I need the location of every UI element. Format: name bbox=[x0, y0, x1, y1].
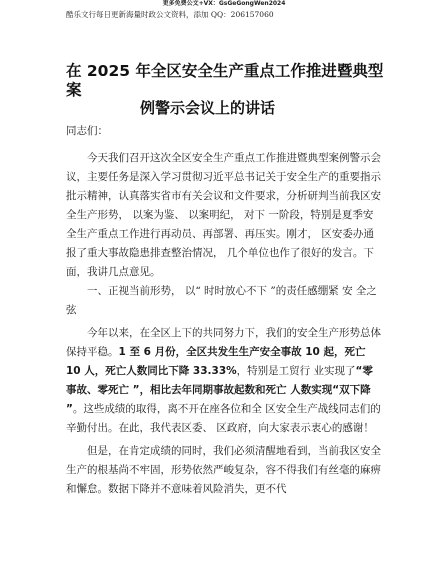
situation-stats: 1 至 6 月份，全区共发生生产安全事故 10 起，死亡 10 人，死亡人数同比下降 33.33% bbox=[66, 346, 366, 377]
paragraph-intro: 今天我们召开这次全区安全生产重点工作推进暨典型案例警示会议，主要任务是深入学习贯彻习近平总书记关于安全生产的重要指示批示精神，认真落实省市有关会议和文件要求，分析研判当前我区安全生产形势， 以案为鉴、 以案明纪， 对下 一阶段，特别是夏季安全生产重点工作进行再动员、再部署、再压实。刚才， 区安委办通报了重大事故隐患排查整治情况， 几个单位也作了很好的发言。下面，我讲几点意见。 bbox=[66, 152, 381, 278]
document-title bbox=[66, 62, 386, 100]
salutation: 同志们： bbox=[66, 125, 108, 137]
situation-text-3: 。这些成绩的取得，离不开在座各位和全 区安全生产战线同志们的辛勤付出。在此，我代表区委、 区政府，向大家表示衷心的感谢！ bbox=[66, 403, 381, 434]
situation-text-2: ，特别是工贸行 业实现了 bbox=[236, 365, 356, 377]
situation-text-1: 今年以来，在全区上下的共同努力下，我们的安全生产形势总体保持平稳。 bbox=[66, 327, 381, 358]
paragraph-situation bbox=[66, 324, 382, 438]
situation-double-decline: ，相比去年同期事故起数和死亡 人数实现“双下降 ” bbox=[66, 384, 371, 415]
promo-line: 酷乐文行每日更新海量时政公文资料，添加 QQ：206157060 bbox=[66, 10, 274, 19]
situation-zero-accidents: “零事故、零死亡 ” bbox=[66, 365, 373, 396]
section-heading-1: 一、正视当前形势， 以“ 时时放心不下 ”的责任感绷紧 安 全之弦 bbox=[66, 285, 377, 316]
title-line-2: 案 bbox=[66, 81, 82, 99]
paragraph-caution: 但是，在肯定成绩的同时，我们必须清醒地看到，当前我区安全生产的根基尚不牢固，形势依然严峻复杂，容不得我们有丝毫的麻痹和懈怠。数据下降并不意味着风险消失，更不代 bbox=[66, 445, 381, 495]
promo-top-line: 更多免费公文+VX：GsGeGongWen2024 bbox=[162, 0, 286, 7]
document-body bbox=[66, 122, 382, 499]
title-line-1: 在 2025 年全区安全生产重点工作推进暨典型 bbox=[66, 62, 384, 80]
document-subtitle: 例警示会议上的讲话 bbox=[140, 99, 276, 117]
